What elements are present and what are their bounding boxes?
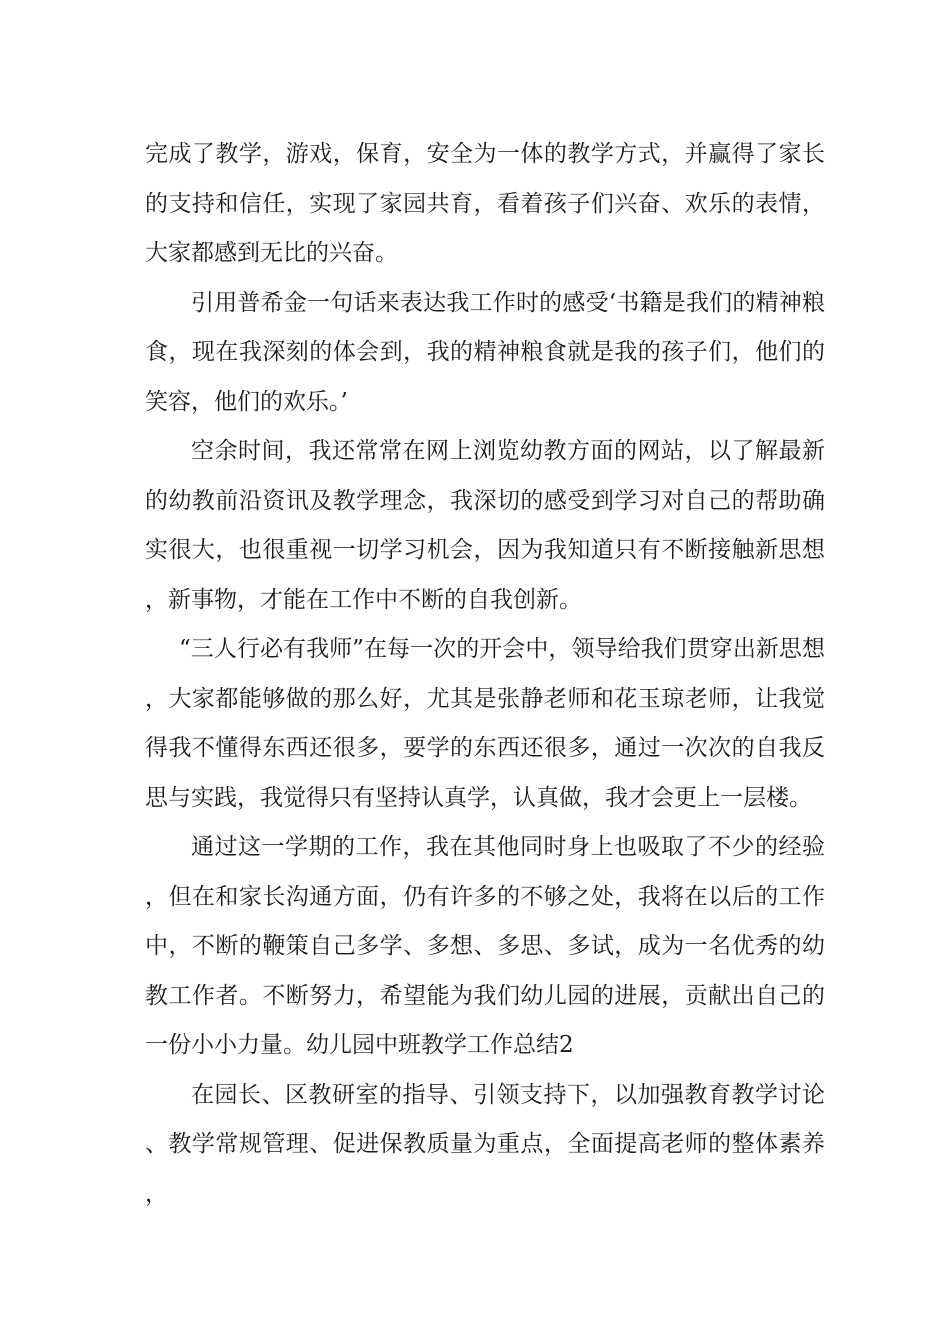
paragraph-1: 完成了教学，游戏，保育，安全为一体的教学方式，并赢得了家长的支持和信任，实现了家园共育，看着孩子们兴奋、欢乐的表情，大家都感到无比的兴奋。 <box>145 141 825 266</box>
paragraph-2: 引用普希金一句话来表达我工作时的感受‘书籍是我们的精神粮食，现在我深刻的体会到，我的精神粮食就是我的孩子们，他们的笑容，他们的欢乐。’ <box>145 289 825 415</box>
paragraph-3: 空余时间，我还常常在网上浏览幼教方面的网站，以了解最新的幼教前沿资讯及教学理念，我深切的感受到学习对自己的帮助确实很大，也很重视一切学习机会，因为我知道只有不断接触新思想，新事物，才能在工作中不断的自我创新。 <box>145 438 825 613</box>
document-body <box>145 130 825 1219</box>
paragraph-6: 在园长、区教研室的指导、引领支持下，以加强教育教学讨论、教学常规管理、促进保教质量为重点，全面提高老师的整体素养， <box>145 1081 825 1207</box>
paragraph-4: “三人行必有我师”在每一次的开会中，领导给我们贯穿出新思想，大家都能够做的那么好，尤其是张静老师和花玉琼老师，让我觉得我不懂得东西还很多，要学的东西还很多，通过一次次的自我反思与实践，我觉得只有坚持认真学，认真做，我才会更上一层楼。 <box>145 636 825 811</box>
paragraph-5: 通过这一学期的工作，我在其他同时身上也吸取了不少的经验，但在和家长沟通方面，仍有许多的不够之处，我将在以后的工作中，不断的鞭策自己多学、多想、多思、多试，成为一名优秀的幼教工作者。不断努力，希望能为我们幼儿园的进展，贡献出自己的一份小小力量。幼儿园中班教学工作总结2 <box>145 834 825 1058</box>
